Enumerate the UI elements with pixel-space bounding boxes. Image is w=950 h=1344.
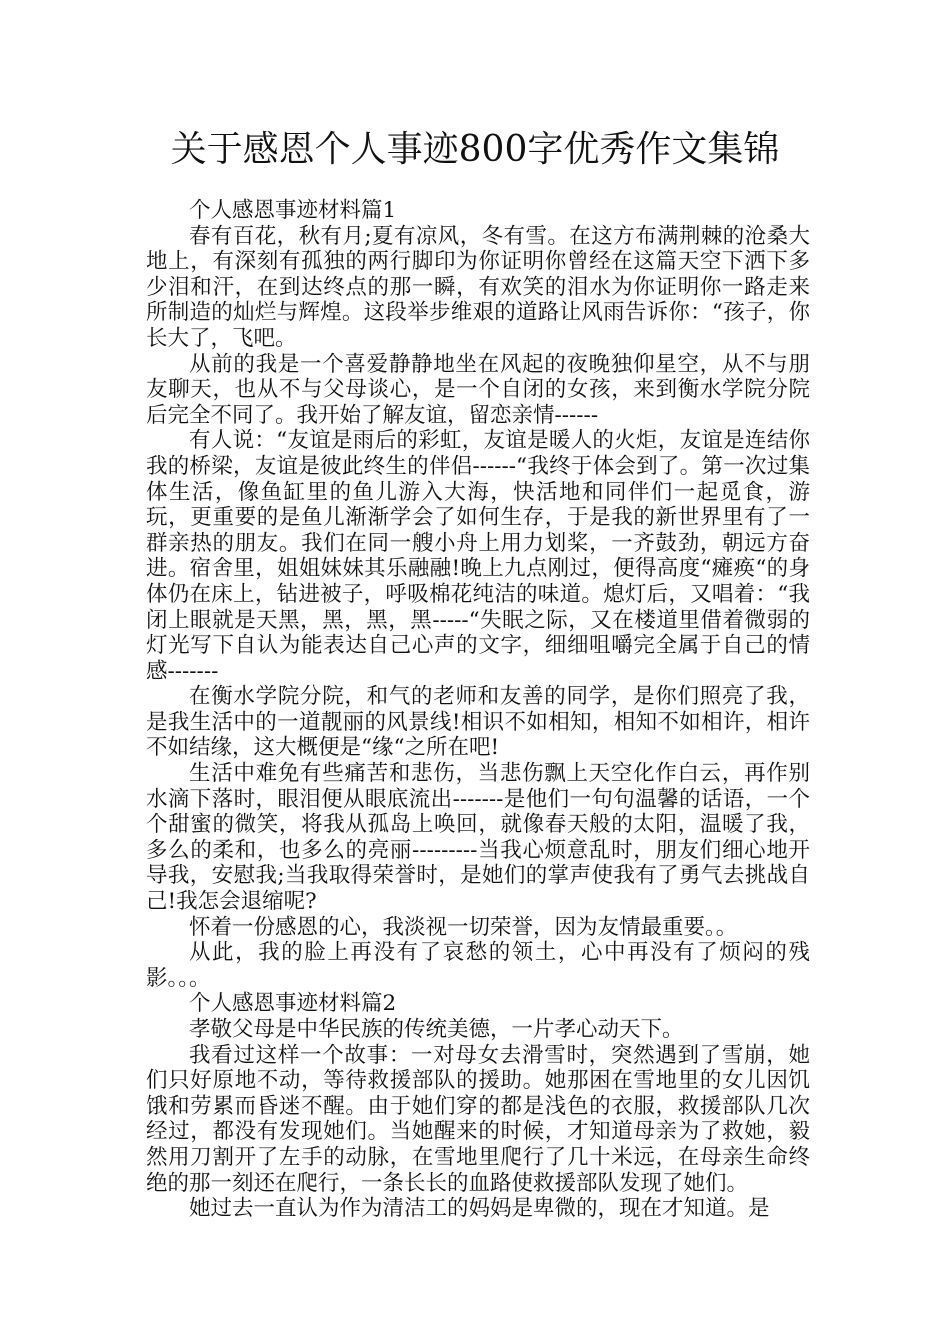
paragraph: 孝敬父母是中华民族的传统美德，一片孝心动天下。 <box>189 1017 684 1042</box>
paragraph: 怀着一份感恩的心，我淡视一切荣誉，因为友情最重要。。 <box>189 914 738 940</box>
section-heading: 个人感恩事迹材料篇2 <box>189 991 397 1017</box>
paragraph: 我看过这样一个故事：一对母女去滑雪时，突然遇到了雪崩，她们只好原地不动，等待救援部队的援助。她那困在雪地里的女儿因饥饿和劳累而昏迷不醒。由于她们穿的都是浅色的衣服，救援部队几次经过，都没有发现她们。当她醒来的时候，才知道母亲为了救她，毅然用刀割开了左手的动脉，在雪地里爬行了几十米远，在母亲生命终绝的那一刻还在爬行，一条长长的血路使救援部队发现了她们。 <box>146 1042 810 1196</box>
paragraph: 从前的我是一个喜爱静静地坐在风起的夜晚独仰星空，从不与朋友聊天，也从不与父母谈心，是一个自闭的女孩，来到衡水学院分院后完全不同了。我开始了解友谊，留恋亲情------ <box>146 351 810 428</box>
document-title: 关于感恩个人事迹800字优秀作文集锦 <box>170 129 780 170</box>
section-heading: 个人感恩事迹材料篇1 <box>189 198 397 223</box>
document-body <box>146 198 810 1222</box>
paragraph: 她过去一直认为作为清洁工的妈妈是卑微的，现在才知道。是 <box>189 1196 770 1222</box>
paragraph: 生活中难免有些痛苦和悲伤，当悲伤飘上天空化作白云，再作别水滴下落时，眼泪便从眼底流出-------是他们一句句温馨的话语，一个个甜蜜的微笑，将我从孤岛上唤回，就像春天般的太阳，温暖了我，多么的柔和，也多么的亮丽---------当我心烦意乱时，朋友们细心地开导我，安慰我;当我取得荣誉时，是她们的掌声使我有了勇气去挑战自己!我怎会退缩呢? <box>146 761 810 915</box>
paragraph: 春有百花，秋有月;夏有凉风，冬有雪。在这方布满荆棘的沧桑大地上，有深刻有孤独的两行脚印为你证明你曾经在这篇天空下洒下多少泪和汗，在到达终点的那一瞬，有欢笑的泪水为你证明你一路走来所制造的灿烂与辉煌。这段举步维艰的道路让风雨告诉你：“孩子，你长大了，飞吧。 <box>146 223 810 351</box>
paragraph: 在衡水学院分院，和气的老师和友善的同学，是你们照亮了我，是我生活中的一道靓丽的风景线!相识不如相知，相知不如相许，相许不如结缘，这大概便是“缘“之所在吧! <box>146 684 810 761</box>
paragraph: 有人说：“友谊是雨后的彩虹，友谊是暖人的火炬，友谊是连结你我的桥梁，友谊是彼此终生的伴侣------“我终于体会到了。第一次过集体生活，像鱼缸里的鱼儿游入大海，快活地和同伴们一起觅食，游玩，更重要的是鱼儿渐渐学会了如何生存，于是我的新世界里有了一群亲热的朋友。我们在同一艘小舟上用力划桨，一齐鼓劲，朝远方奋进。宿舍里，姐姐妹妹其乐融融!晚上九点刚过，便得高度“瘫痪“的身体仍在床上，钻进被子，呼吸棉花纯洁的味道。熄灯后，又唱着：“我闭上眼就是天黑，黑，黑，黑-----“失眠之际，又在楼道里借着微弱的灯光写下自认为能表达自己心声的文字，细细咀嚼完全属于自己的情感------- <box>146 428 810 684</box>
paragraph: 从此，我的脸上再没有了哀愁的领土，心中再没有了烦闷的残影。。。 <box>146 940 810 991</box>
